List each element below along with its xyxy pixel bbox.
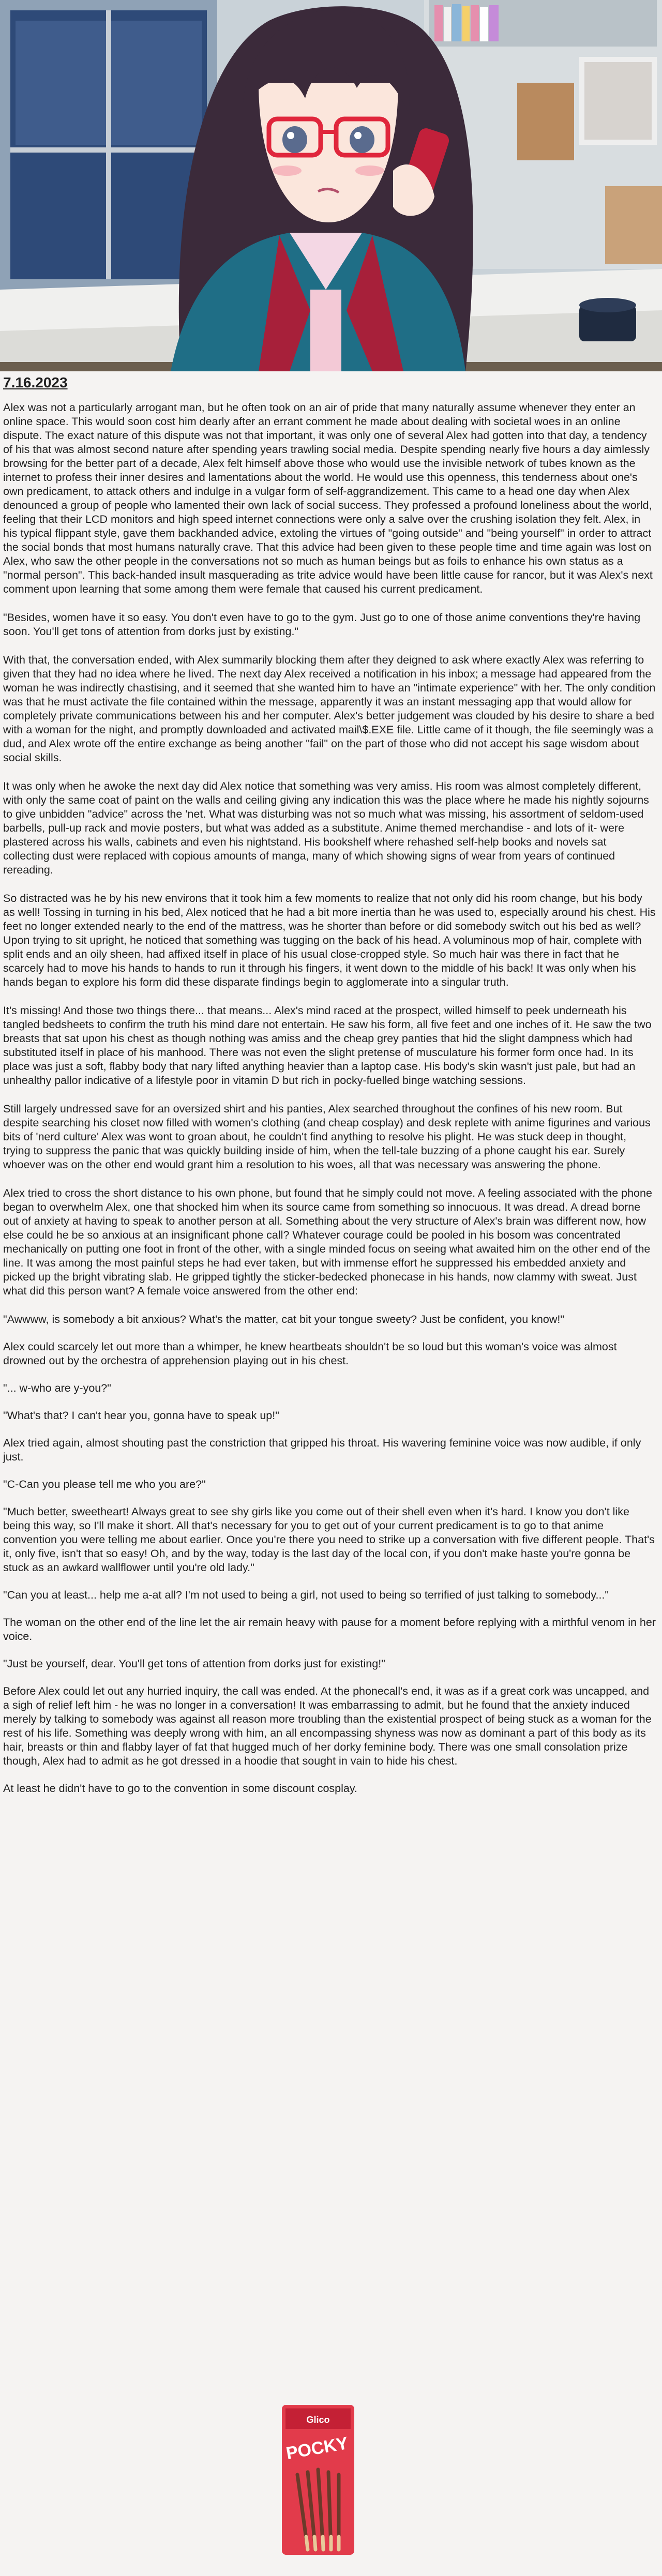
- story-paragraph: It's missing! And those two things there... that means... Alex's mind raced at the prospect, willed himself to peek underneath his tangled bedsheets to confirm the truth his mind dare not entertain. He saw his form, all five feet and one inches of it. He saw the two breasts that sat upon his chest as though nothing was amiss and the cheap grey panties that hid the slight dampness which had substituted itself in place of his manhood. There was not even the slight pretense of musculature his former form once had. In its place was just a soft, flabby body that nary lifted anything heavier than a laptop case. His body's skin wasn't just pale, but had an unhealthy pallor indicative of a lifestyle poor in vitamin D but rich in pocky-fuelled binge watching sessions.: [3, 1004, 652, 1087]
- story-paragraph: Before Alex could let out any hurried inquiry, the call was ended. At the phonecall's end, it was as if a great cork was uncapped, and a sigh of relief left him - he was no longer in a conversation! It was embarrassing to admit, but he found that the anxiety induced merely by talking to somebody was against all reason more troubling than the existential prospect of being stuck as a woman for the rest of his life. Something was deeply wrong with him, an all encompassing shyness was now as dominant a part of this body as its hair, breasts or thin and flabby layer of fat that hugged much of her dorky feminine body. There was one small consolation prize though, Alex had to admit as he got dressed in a hoodie that sought in vain to hide his chest.: [3, 1685, 652, 1767]
- pocky-brand-label: POCKY: [284, 2433, 350, 2464]
- story-paragraph: "C-Can you please tell me who you are?": [3, 1478, 206, 1490]
- story-paragraph: At least he didn't have to go to the convention in some discount cosplay.: [3, 1782, 357, 1795]
- post-date: 7.16.2023: [3, 374, 68, 390]
- story-paragraph: Alex could scarcely let out more than a whimper, he knew heartbeats shouldn't be so loud but this woman's voice was almost drowned out by the orchestra of apprehension playing out in his chest.: [3, 1340, 617, 1367]
- story-paragraph: "... w-who are y-you?": [3, 1382, 111, 1394]
- story-paragraph: It was only when he awoke the next day did Alex notice that something was very amiss. His room was almost completely different, with only the same coat of paint on the walls and ceiling giving any indication this was the place where he made his nightly sojourns to give unbidden "advice" across the 'net. What was disturbing was not so much what was missing, his assortment of seldom-used barbells, pull-up rack and movie posters, but what was added as a substitute. Anime themed merchandise - and lots of it- were plastered across his walls, cabinets and even his nightstand. His bookshelf where rehashed self-help books and novels sat collecting dust were replaced with copious amounts of manga, many of which showing signs of wear from years of continued rereading.: [3, 780, 649, 876]
- story-paragraph: "What's that? I can't hear you, gonna have to speak up!": [3, 1409, 279, 1422]
- story-paragraph: "Much better, sweetheart! Always great to see shy girls like you come out of their shell even when it's hard. I know you don't like being this way, so I'll make it short. All that's necessary for you to get out of your current predicament is to go to that anime convention you were telling me about earlier. Once you're there you need to strike up a conversation with five different people. That's it, only five, isn't that so easy! Oh, and by the way, today is the last day of the local con, if you don't make haste you're gonna be stuck as an awkard wallflower until you're old lady.": [3, 1505, 655, 1574]
- story-paragraph: "Besides, women have it so easy. You don't even have to go to the gym. Just go to one of those anime conventions they're having soon. You'll get tons of attention from dorks just by existing.": [3, 611, 641, 638]
- story-paragraph: With that, the conversation ended, with Alex summarily blocking them after they deigned to ask where exactly Alex was referring to given that they had no idea where he lived. The next day Alex received a notification in his inbox; a message had appeared from the woman he was indirectly chastising, and it seemed that she wanted him to have an "intimate experience" with her. The only condition was that he must activate the file contained within the message, apparently it was an instant messaging app that would allow for completely private communications between his and her computer. Alex's better judgement was clouded by his desire to share a bed with a woman for the night, and promptly downloaded and activated mail\$.EXE file. Little came of it though, the file seemingly was a dud, and Alex wrote off the entire exchange as being another "fail" on the part of those who did not accept his sage wisdom about social skills.: [3, 654, 656, 764]
- story-paragraph: "Just be yourself, dear. You'll get tons of attention from dorks just for existing!": [3, 1658, 385, 1670]
- pocky-maker-label: Glico: [306, 2415, 330, 2425]
- story-paragraph: "Can you at least... help me a-at all? I'm not used to being a girl, not used to being so terrified of just talking to somebody...": [3, 1589, 609, 1601]
- story-paragraph: Still largely undressed save for an oversized shirt and his panties, Alex searched throughout the confines of his new room. But despite searching his closet now filled with women's clothing (and cheap cosplay) and desk replete with anime figurines and various bits of 'nerd culture' Alex was wont to groan about, he couldn't find anything to resolve his plight. He was stuck deep in thought, trying to suppress the panic that was quickly building inside of him, when the tell-tale buzzing of a phone caught his ear. Surely whoever was on the other end would grant him a resolution to his woes, all that was necessary was answering the phone.: [3, 1103, 651, 1171]
- story-paragraph: Alex was not a particularly arrogant man, but he often took on an air of pride that many naturally assume whenever they enter an online space. This would soon cost him dearly after an errant comment he made about dealing with societal woes in an online dispute. The exact nature of this dispute was not that important, it was only one of several Alex had gotten into that day, a tendency of his that was almost second nature after spending years trawling social media. Despite spending nearly five hours a day aimlessly browsing for the better part of a decade, Alex felt himself above those who would use the invisible network of tubes known as the internet to profess their inner desires and lamentations about the world. He would use this openness, this tenderness about one's own predicament, to attack others and indulge in a vulgar form of self-aggrandizement. This came to a head one day when Alex denounced a group of people who lamented their own lack of social success. They professed a profound loneliness about the world, feeling that their LCD monitors and high speed internet connections were only a salve over the crushing isolation they felt. Alex, in his typical flippant style, gave them backhanded advice, extoling the virtues of "going outside" and "being yourself" in order to attract the social bonds that most humans naturally crave. That this advice had been given to these people time and time again was lost on Alex, who saw the other people in the conversations not so much as human beings but as foils to enhance his own status as a "normal person". This back-handed insult masquerading as trite advice would have been little cause for rancor, but it was Alex's next comment upon learning that some among them were female that caused his current predicament.: [3, 401, 653, 595]
- story-paragraph: Alex tried again, almost shouting past the constriction that gripped his throat. His wavering feminine voice was now audible, if only just.: [3, 1437, 641, 1463]
- story-paragraph: The woman on the other end of the line let the air remain heavy with pause for a moment before replying with a mirthful venom in her voice.: [3, 1616, 656, 1643]
- anime-girl-phone-illustration-icon: [0, 0, 662, 371]
- story-paragraph: "Awwww, is somebody a bit anxious? What's the matter, cat bit your tongue sweety? Just be confident, you know!": [3, 1313, 564, 1325]
- header-illustration: [0, 0, 662, 371]
- story-body: [3, 373, 656, 1809]
- story-paragraph: Alex tried to cross the short distance to his own phone, but found that he simply could not move. A feeling associated with the phone began to overwhelm Alex, one that shocked him when its source came from something so innocuous. It was dread. A dread borne out of anxiety at having to speak to another person at all. Something about the very structure of Alex's brain was different now, how else could he be so anxious at an insignificant phone call? Whatever courage could be pooled in his bosom was concentrated mechanically on putting one foot in front of the other, with a single minded focus on seeing what awaited him on the other end of the line. It was among the most painful steps he had ever taken, but with immense effort he suppressed his embedded anxiety and picked up the bright vibrating slab. He gripped tightly the sticker-bedecked phonecase in his hands, now clammy with sweat. Just what did this person want? A female voice answered from the other end:: [3, 1187, 652, 1297]
- story-paragraph: So distracted was he by his new environs that it took him a few moments to realize that not only did his room change, but his body as well! Tossing in turning in his bed, Alex noticed that he had a bit more inertia than he was used to, especially around his chest. His feet no longer extended nearly to the end of the mattress, was he shorter than before or did somebody switch out his bed as well? Upon trying to sit upright, he noticed that something was tugging on the back of his head. A voluminous mop of hair, complete with split ends and an oily sheen, had affixed itself in place of his usual close-cropped style. So much hair was there in fact that he scarcely had to move his hands to hands to run it through his fingers, it went down to the middle of his back! It was only when his hands began to explore his form did these disparate findings begin to agglomerate into a singular truth.: [3, 892, 656, 988]
- pocky-box-icon: [279, 2402, 357, 2557]
